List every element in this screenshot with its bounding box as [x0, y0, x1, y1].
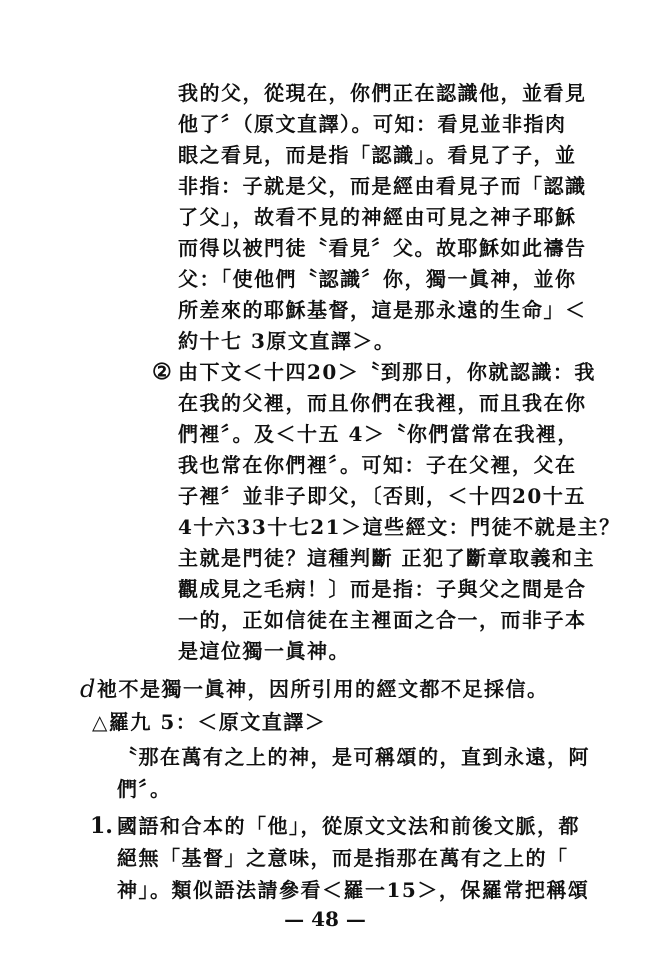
- text-line: 子裡〞並非子即父，〔否則，＜十四20十五: [178, 484, 586, 508]
- text-line: 絕無「基督」之意味，而是指那在萬有之上的「: [117, 846, 569, 870]
- text-line: 一的，正如信徒在主裡面之合一，而非子本: [178, 608, 587, 632]
- list-marker: ②: [152, 359, 172, 385]
- text-line: 我也常在你們裡〞。可知：子在父裡，父在: [178, 453, 577, 477]
- text-line: 祂不是獨一眞神，因所引用的經文都不足採信。: [97, 677, 549, 701]
- text-line: 們〞。: [117, 777, 172, 801]
- text-line: 父：「使他們〝認識〞你，獨一眞神，並你: [178, 267, 577, 291]
- text-line: △羅九 5：＜原文直譯＞: [92, 710, 327, 734]
- text-line: 〝那在萬有之上的神，是可稱頌的，直到永遠，阿: [117, 745, 590, 769]
- text-line: 們裡〞。及＜十五 4＞〝你們當常在我裡，: [178, 422, 579, 446]
- page-number: — 48 —: [284, 907, 366, 931]
- list-marker: d: [80, 675, 96, 703]
- text-line: 由下文＜十四20＞〝到那日，你就認識：我: [178, 360, 596, 384]
- text-line: 了父」，故看不見的神經由可見之神子耶穌: [178, 205, 577, 229]
- text-line: 眼之看見，而是指「認識」。看見了子，並: [178, 143, 577, 167]
- text-line: 是這位獨一眞神。: [178, 639, 350, 663]
- text-line: 約十七 3原文直譯＞。: [178, 329, 396, 353]
- text-line: 4十六33十七21＞這些經文：門徒不就是主？: [178, 515, 621, 539]
- text-line: 非指：子就是父，而是經由看見子而「認識: [178, 174, 587, 198]
- text-line: 他了〞（原文直譯）。可知：看見並非指肉: [178, 112, 567, 136]
- text-line: 我的父，從現在，你們正在認識他，並看見: [178, 81, 587, 105]
- list-marker: 1.: [90, 813, 113, 839]
- text-line: 國語和合本的「他」，從原文文法和前後文脈，都: [117, 814, 580, 838]
- text-line: 主就是門徒？這種判斷 正犯了斷章取義和主: [178, 546, 595, 570]
- text-line: 在我的父裡，而且你們在我裡，而且我在你: [178, 391, 587, 415]
- text-line: 神」。類似語法請參看＜羅一15＞，保羅常把稱頌: [117, 878, 590, 902]
- text-line: 所差來的耶穌基督，這是那永遠的生命」＜: [178, 298, 587, 322]
- text-line: 觀成見之毛病！〕而是指：子與父之間是合: [178, 577, 587, 601]
- text-line: 而得以被門徒〝看見〞父。故耶穌如此禱告: [178, 236, 587, 260]
